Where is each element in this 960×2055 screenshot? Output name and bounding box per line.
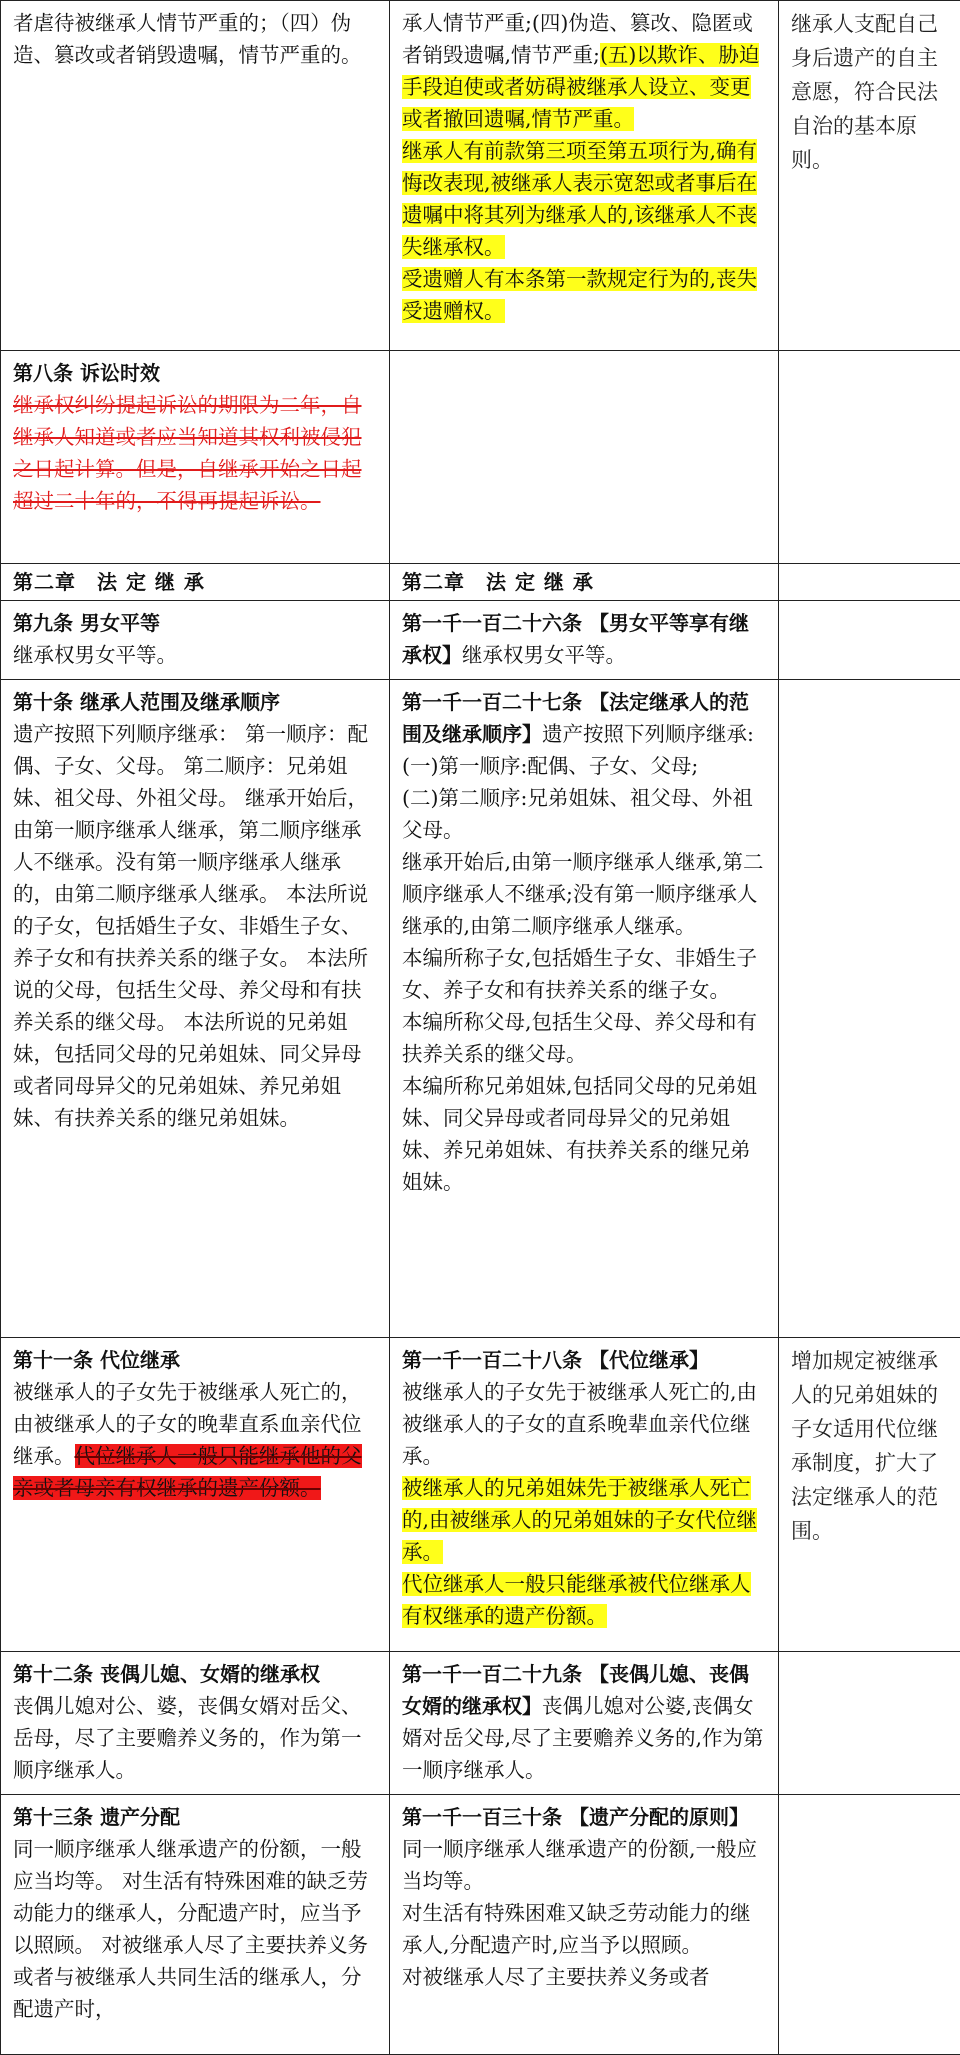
new-text: 承人情节严重;(四)伪造、篡改、隐匿或者销毁遗嘱,情节严重; [402,11,753,67]
new-highlight: (五)以欺诈、胁迫手段迫使或者妨碍被继承人设立、变更或者撤回遗嘱,情节严重。 [402,43,759,131]
article-title: 第一千一百二十七条 【法定继承人的范围及继承顺序】 [402,690,749,746]
article-title: 第八条 诉讼时效 [13,357,377,389]
article-title: 第一千一百二十六条 【男女平等享有继承权】 [402,611,749,667]
deleted-highlight: 代位继承人一般只能继承他的父亲或者母亲有权继承的遗产份额。 [13,1444,362,1500]
table-row [1,564,960,601]
article-body: 丧偶儿媳对公、婆，丧偶女婿对岳父、岳母，尽了主要赡养义务的，作为第一顺序继承人。 [13,1690,377,1786]
article-body: 继承权男女平等。 [13,639,377,671]
article-paragraph: 本编所称父母,包括生父母、养父母和有扶养关系的继父母。 [402,1006,766,1070]
article-paragraph: 对被继承人尽了主要扶养义务或者 [402,1961,766,1993]
table-row [1,1652,960,1795]
note-text: 继承人支配自己身后遗产的自主意愿，符合民法自治的基本原则。 [791,7,946,177]
article-body: 同一顺序继承人继承遗产的份额，一般应当均等。 对生活有特殊困难的缺乏劳动能力的继承人，分配遗产时，应当予以照顾。 对被继承人尽了主要扶养义务或者与被继承人共同生活的继承人，分配遗产时， [13,1833,377,2025]
article-paragraph: 对生活有特殊困难又缺乏劳动能力的继承人,分配遗产时,应当予以照顾。 [402,1897,766,1961]
article-title: 第十三条 遗产分配 [13,1801,377,1833]
article-paragraph: (一)第一顺序:配偶、子女、父母; [402,750,766,782]
article-title: 第一千一百二十八条 【代位继承】 [402,1348,709,1372]
chapter-heading: 第二章 法 定 继 承 [402,570,594,594]
article-paragraph: 本编所称子女,包括婚生子女、非婚生子女、养子女和有扶养关系的继子女。 [402,942,766,1006]
article-body: 继承权男女平等。 [462,643,626,667]
article-title: 第十一条 代位继承 [13,1344,377,1376]
article-paragraph: 继承开始后,由第一顺序继承人继承,第二顺序继承人不继承;没有第一顺序继承人继承的,由第二顺序继承人继承。 [402,846,766,942]
article-body: 遗产按照下列顺序继承: [542,722,754,746]
new-highlight: 代位继承人一般只能继承被代位继承人有权继承的遗产份额。 [402,1572,751,1628]
new-law-cell [390,1,779,351]
new-highlight: 被继承人的兄弟姐妹先于被继承人死亡的,由被继承人的兄弟姐妹的子女代位继承。 [402,1476,757,1564]
old-law-cell [1,1795,390,2055]
note-cell [779,601,960,680]
note-cell [779,1,960,351]
table-row [1,601,960,680]
new-law-cell [390,564,779,601]
table-row [1,1,960,351]
article-body: 同一顺序继承人继承遗产的份额,一般应当均等。 [402,1837,757,1893]
new-law-cell [390,1338,779,1652]
chapter-heading: 第二章 法 定 继 承 [13,570,205,594]
old-law-cell [1,1652,390,1795]
article-title: 第十条 继承人范围及继承顺序 [13,686,377,718]
note-cell [779,1338,960,1652]
old-law-cell [1,564,390,601]
article-title: 第九条 男女平等 [13,607,377,639]
new-law-cell [390,351,779,564]
article-paragraph: (二)第二顺序:兄弟姐妹、祖父母、外祖父母。 [402,782,766,846]
note-cell [779,1652,960,1795]
article-body: 被继承人的子女先于被继承人死亡的，由被继承人的子女的晚辈直系血亲代位继承。 [13,1380,362,1468]
old-text: 者虐待被继承人情节严重的；（四）伪造、篡改或者销毁遗嘱，情节严重的。 [13,7,377,71]
table-row [1,680,960,1338]
new-highlight: 受遗赠人有本条第一款规定行为的,丧失受遗赠权。 [402,267,757,323]
old-law-cell [1,601,390,680]
old-law-cell [1,1,390,351]
article-paragraph: 本编所称兄弟姐妹,包括同父母的兄弟姐妹、同父异母或者同母异父的兄弟姐妹、养兄弟姐妹、有扶养关系的继兄弟姐妹。 [402,1070,766,1198]
note-cell [779,680,960,1338]
article-body: 遗产按照下列顺序继承： 第一顺序：配偶、子女、父母。 第二顺序：兄弟姐妹、祖父母、外祖父母。 继承开始后，由第一顺序继承人继承，第二顺序继承人不继承。没有第一顺序继承人继承的，由第二顺序继承人继承。 本法所说的子女，包括婚生子女、非婚生子女、养子女和有扶养关系的继子女。 本法所说的父母，包括生父母、养父母和有扶养关系的继父母。 本法所说的兄弟姐妹，包括同父母的兄弟姐妹、同父异母或者同母异父的兄弟姐妹、养兄弟姐妹、有扶养关系的继兄弟姐妹。 [13,718,377,1134]
deleted-text: 继承权纠纷提起诉讼的期限为二年，自继承人知道或者应当知道其权利被侵犯之日起计算。但是，自继承开始之日起超过二十年的，不得再提起诉讼。 [13,389,377,517]
article-body: 被继承人的子女先于被继承人死亡的,由被继承人的子女的直系晚辈血亲代位继承。 [402,1376,766,1472]
article-body: 丧偶儿媳对公婆,丧偶女婿对岳父母,尽了主要赡养义务的,作为第一顺序继承人。 [402,1694,764,1782]
note-cell [779,564,960,601]
note-cell [779,351,960,564]
new-law-cell [390,680,779,1338]
old-law-cell [1,351,390,564]
new-highlight: 继承人有前款第三项至第五项行为,确有悔改表现,被继承人表示宽恕或者事后在遗嘱中将其列为继承人的,该继承人不丧失继承权。 [402,139,757,259]
old-law-cell [1,1338,390,1652]
table-row [1,351,960,564]
new-law-cell [390,1795,779,2055]
note-cell [779,1795,960,2055]
new-law-cell [390,1652,779,1795]
article-title: 第一千一百三十条 【遗产分配的原则】 [402,1805,749,1829]
old-law-cell [1,680,390,1338]
article-title: 第十二条 丧偶儿媳、女婿的继承权 [13,1658,377,1690]
table-row [1,1338,960,1652]
article-title: 第一千一百二十九条 【丧偶儿媳、丧偶女婿的继承权】 [402,1662,749,1718]
table-row [1,1795,960,2055]
new-law-cell [390,601,779,680]
note-text: 增加规定被继承人的兄弟姐妹的子女适用代位继承制度，扩大了法定继承人的范围。 [791,1344,946,1548]
